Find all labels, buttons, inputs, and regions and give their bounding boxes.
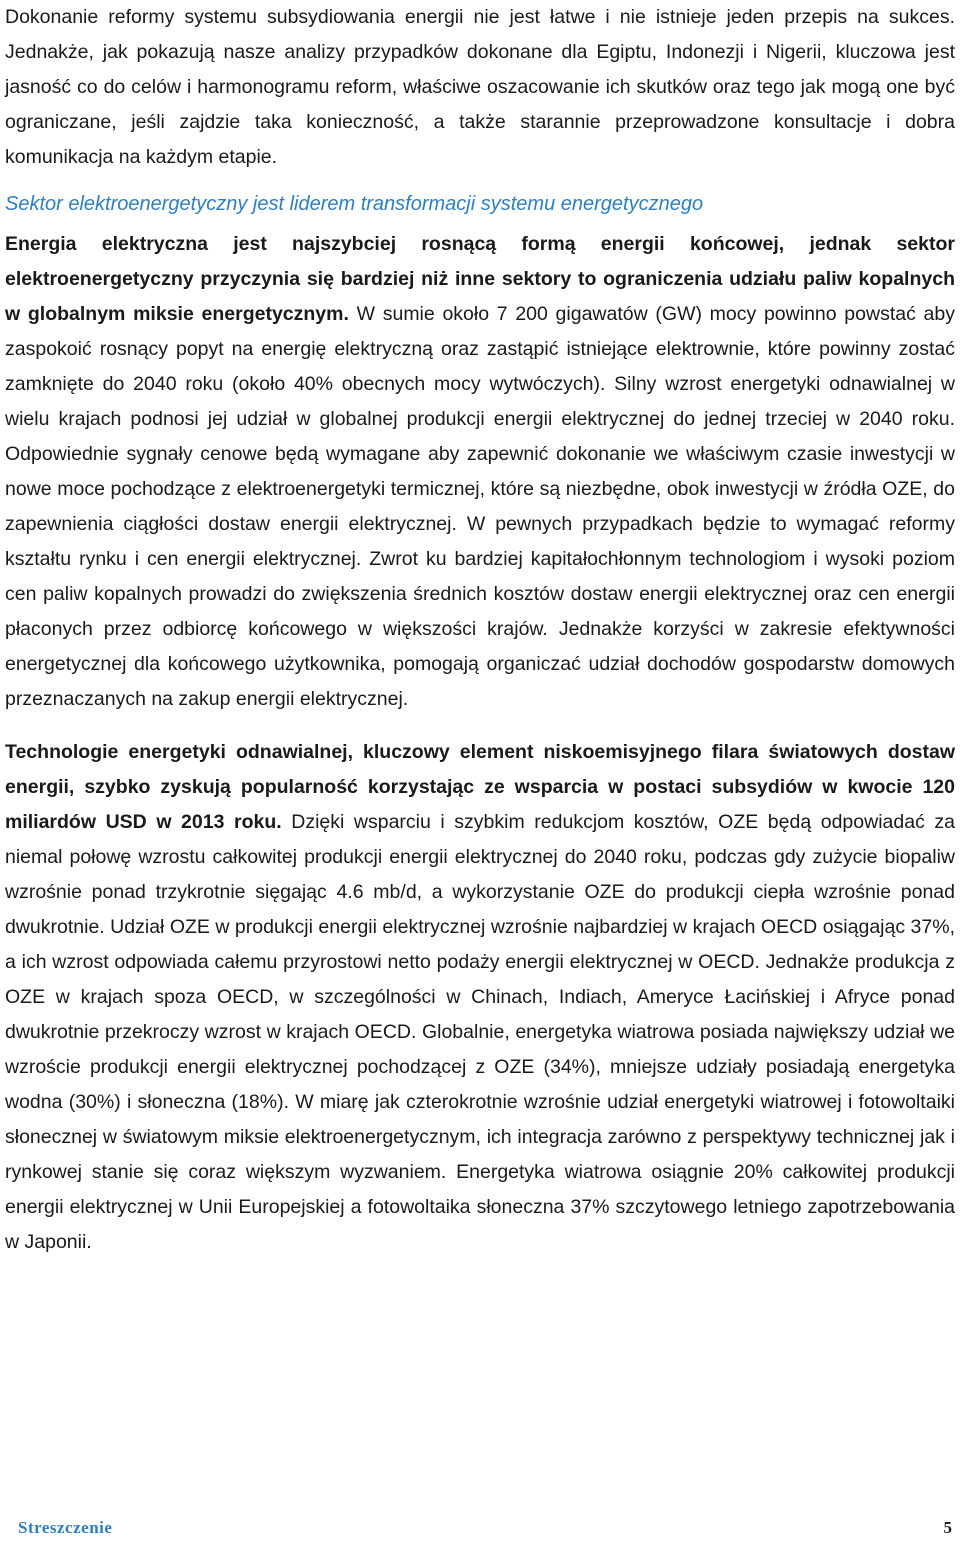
page-number: 5 [943, 1518, 952, 1537]
paragraph-renewables-body: Dzięki wsparciu i szybkim redukcjom kosztów, OZE będą odpowiadać za niemal połowę wzrostu całkowitej produkcji energii elektrycznej do 2040 roku, podczas gdy zużycie biopaliw wzrośnie ponad trzykrotnie sięgając 4.6 mb/d, a wykorzystanie OZE do produkcji ciepła wzrośnie ponad dwukrotnie. Udział OZE w produkcji energii elektrycznej wzrośnie najbardziej w krajach OECD osiągając 37%, a ich wzrost odpowiada całemu przyrostowi netto podaży energii elektrycznej w OECD. Jednakże produkcja z OZE w krajach spoza OECD, w szczególności w Chinach, Indiach, Ameryce Łacińskiej i Afryce ponad dwukrotnie przekroczy wzrost w krajach OECD. Globalnie, energetyka wiatrowa posiada największy udział we wzroście produkcji energii elektrycznej pochodzącej z OZE (34%), mniejsze udziały posiadają energetyka wodna (30%) i słoneczna (18%). W miarę jak czterokrotnie wzrośnie udział energetyki wiatrowej i fotowoltaiki słonecznej w światowym miksie elektroenergetycznym, ich integracja zarówno z perspektywy technicznej jak i rynkowej stanie się coraz większym wyzwaniem. Energetyka wiatrowa osiągnie 20% całkowitej produkcji energii elektrycznej w Unii Europejskiej a fotowoltaika słoneczna 37% szczytowego letniego zapotrzebowania w Japonii. [5, 811, 955, 1253]
paragraph-electricity-lead: Energia elektryczna jest najszybciej rosnącą formą energii końcowej, jednak sektor elektroenergetyczny przyczynia się bardziej niż inne sektory to ograniczenia udziału paliw kopalnych w globalnym miksie energetycznym. [5, 233, 955, 325]
intro-paragraph: Dokonanie reformy systemu subsydiowania energii nie jest łatwe i nie istnieje jeden przepis na sukces. Jednakże, jak pokazują nasze analizy przypadków dokonane dla Egiptu, Indonezji i Nigerii, kluczowa jest jasność co do celów i harmonogramu reform, właściwe oszacowanie ich skutków oraz tego jak mogą one być ograniczane, jeśli zajdzie taka konieczność, a także starannie przeprowadzone konsultacje i dobra komunikacja na każdym etapie. [5, 6, 955, 168]
paragraph-electricity [5, 227, 955, 717]
document-page [5, 0, 955, 1260]
page-footer [18, 1518, 958, 1540]
paragraph-electricity-body: W sumie około 7 200 gigawatów (GW) mocy powinno powstać aby zaspokoić rosnący popyt na energię elektryczną oraz zastąpić istniejące elektrownie, które powinny zostać zamknięte do 2040 roku (około 40% obecnych mocy wytwóczych). Silny wzrost energetyki odnawialnej w wielu krajach podnosi jej udział w globalnej produkcji energii elektrycznej do jednej trzeciej w 2040 roku. Odpowiednie sygnały cenowe będą wymagane aby zapewnić dokonanie we właściwym czasie inwestycji w nowe moce pochodzące z elektroenergetyki termicznej, które są niezbędne, obok inwestycji w źródła OZE, do zapewnienia ciągłości dostaw energii elektrycznej. W pewnych przypadkach będzie to wymagać reformy kształtu rynku i cen energii elektrycznej. Zwrot ku bardziej kapitałochłonnym technologiom i wysoki poziom cen paliw kopalnych prowadzi do zwiększenia średnich kosztów dostaw energii elektrycznej oraz cen energii płaconych przez odbiorcę końcowego w większości krajów. Jednakże korzyści w zakresie efektywności energetycznej dla końcowego użytkownika, pomogają organiczać udział dochodów gospodarstw domowych przeznaczanych na zakup energii elektrycznej. [5, 303, 955, 710]
footer-section-label: Streszczenie [18, 1518, 113, 1537]
section-heading: Sektor elektroenergetyczny jest liderem transformacji systemu energetycznego [5, 193, 704, 215]
paragraph-renewables-lead: Technologie energetyki odnawialnej, kluczowy element niskoemisyjnego filara światowych dostaw energii, szybko zyskują popularność korzystając ze wsparcia w postaci subsydiów w kwocie 120 miliardów USD w 2013 roku. [5, 741, 955, 833]
paragraph-renewables [5, 735, 955, 1260]
